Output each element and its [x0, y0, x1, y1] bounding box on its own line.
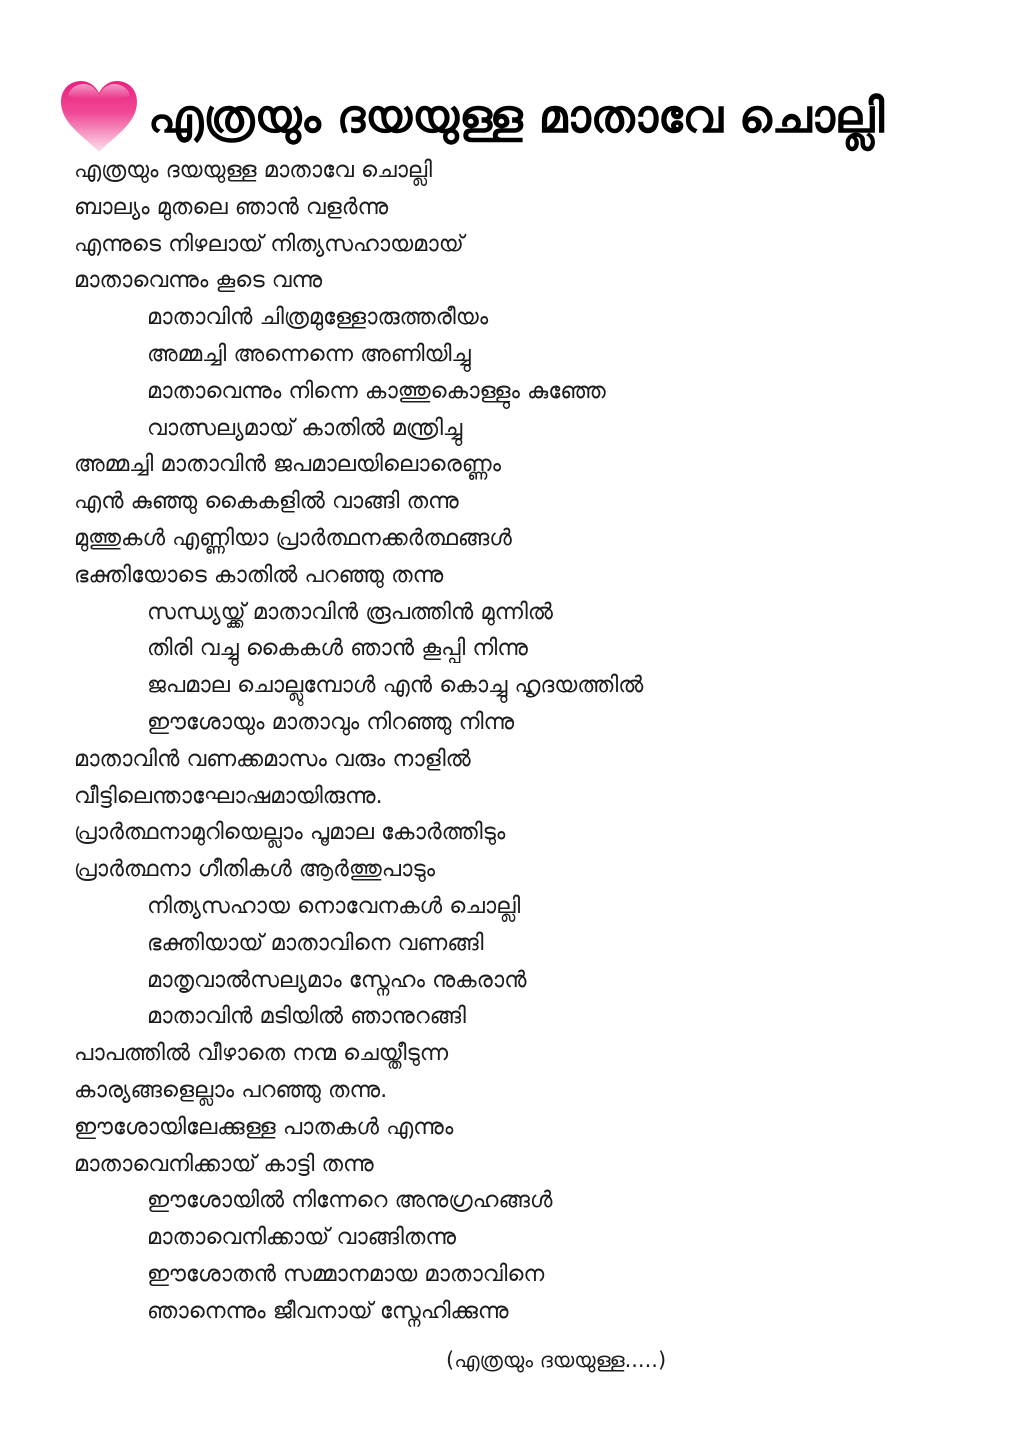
poem-line: മാതൃവാൽസല്യമാം സ്നേഹം നുകരാൻ	[147, 966, 527, 993]
poem-body	[74, 152, 974, 1330]
poem-line: നിത്യസഹായ നൊവേനകൾ ചൊല്ലി	[147, 892, 521, 919]
poem-line: എൻ കുഞ്ഞു കൈകളിൽ വാങ്ങി തന്നു	[74, 488, 459, 515]
poem-line: മാതാവിൻ ചിത്രമുള്ളോരുത്തരീയം	[147, 304, 489, 331]
poem-line: അമ്മച്ചി മാതാവിൻ ജപമാലയിലൊരെണ്ണം	[74, 451, 501, 478]
poem-line: സന്ധ്യയ്ക്ക് മാതാവിൻ രൂപത്തിൻ മുന്നിൽ	[147, 598, 553, 625]
poem-line: മുത്തുകൾ എണ്ണിയാ പ്രാർത്ഥനക്കർത്ഥങ്ങൾ	[74, 524, 512, 551]
page-title: എത്രയും ദയയുള്ള മാതാവേ ചൊല്ലി	[148, 89, 885, 143]
poem-line: മാതാവെന്നും കൂടെ വന്നു	[74, 267, 323, 294]
poem-line: പാപത്തിൽ വീഴാതെ നന്മ ചെയ്തീടുന്ന	[74, 1040, 449, 1067]
heart-icon	[58, 78, 140, 154]
poem-line: വീട്ടിലെന്താഘോഷമായിരുന്നു.	[74, 782, 383, 809]
title-row	[58, 76, 884, 156]
poem-line: പ്രാർത്ഥനാ ഗീതികൾ ആർത്തുപാടും	[74, 856, 436, 883]
poem-line: മാതാവെനിക്കായ് കാട്ടി തന്നു	[74, 1150, 374, 1177]
poem-line: വാത്സല്യമായ് കാതിൽ മന്ത്രിച്ചു	[147, 414, 463, 441]
poem-line: മാതാവിൻ വണക്കമാസം വരും നാളിൽ	[74, 745, 471, 772]
poem-line: ജപമാല ചൊല്ലുമ്പോൾ എൻ കൊച്ചു ഹൃദയത്തിൽ	[147, 672, 644, 699]
poem-line: പ്രാർത്ഥനാമുറിയെല്ലാം പൂമാല കോർത്തിടും	[74, 819, 506, 846]
poem-line: ഈശോയും മാതാവും നിറഞ്ഞു നിന്നു	[147, 708, 515, 735]
poem-line: ഈശോയിൽ നിന്നേറെ അനുഗ്രഹങ്ങൾ	[147, 1187, 553, 1214]
poem-line: ഭക്തിയായ് മാതാവിനെ വണങ്ങി	[147, 929, 484, 956]
poem-line: ഈശോയിലേക്കുള്ള പാതകൾ എന്നും	[74, 1113, 454, 1140]
poem-line: ഞാനെന്നും ജീവനായ് സ്നേഹിക്കുന്നു	[147, 1297, 509, 1324]
poem-line: മാതാവിൻ മടിയിൽ ഞാനുറങ്ങി	[147, 1003, 466, 1030]
poem-line: അമ്മച്ചി അന്നെന്നെ അണിയിച്ചു	[147, 340, 471, 367]
poem-line: ഭക്തിയോടെ കാതിൽ പറഞ്ഞു തന്നു	[74, 561, 444, 588]
poem-line: എന്നുടെ നിഴലായ് നിത്യസഹായമായ്	[74, 230, 464, 257]
poem-line: തിരി വച്ചു കൈകൾ ഞാൻ കൂപ്പി നിന്നു	[147, 635, 528, 662]
poem-line: മാതാവെന്നും നിന്നെ കാത്തുകൊള്ളും കുഞ്ഞേ	[147, 377, 606, 404]
poem-line: ഈശോതൻ സമ്മാനമായ മാതാവിനെ	[147, 1260, 545, 1287]
poem-line: എത്രയും ദയയുള്ള മാതാവേ ചൊല്ലി	[74, 157, 433, 183]
poem-line: മാതാവെനിക്കായ് വാങ്ങിതന്നു	[147, 1224, 456, 1251]
refrain-note: (എത്രയും ദയയുള്ള.....)	[446, 1348, 667, 1372]
poem-line: ബാല്യം മുതലെ ഞാൻ വളർന്നു	[74, 193, 389, 220]
poem-line: കാര്യങ്ങളെല്ലാം പറഞ്ഞു തന്നു.	[74, 1076, 388, 1103]
